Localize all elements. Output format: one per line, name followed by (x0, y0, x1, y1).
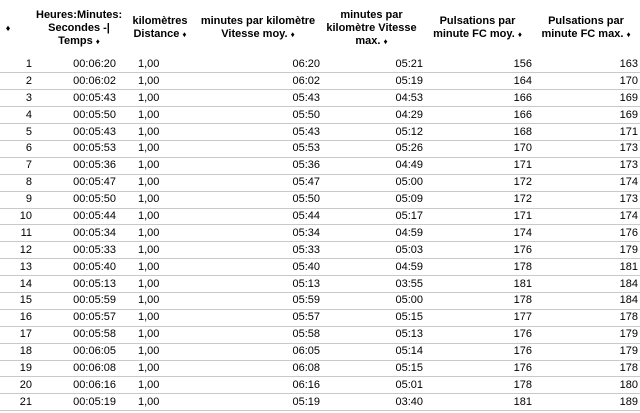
time-cell: 00:06:02 (34, 73, 124, 90)
header-row (0, 0, 640, 56)
lap-number-cell: 11 (16, 225, 34, 242)
row-sort-spacer (0, 107, 16, 124)
distance-cell: 1,00 (124, 225, 196, 242)
max-pace-cell: 05:00 (320, 292, 423, 309)
sort-diamond-icon: ♦ (383, 36, 388, 46)
time-cell: 00:05:50 (34, 191, 124, 208)
row-sort-spacer (0, 292, 16, 309)
time-cell: 00:05:50 (34, 107, 124, 124)
max-hr-cell: 178 (532, 360, 640, 377)
avg-pace-cell: 06:16 (196, 377, 320, 394)
table-row (0, 309, 640, 326)
table-row (0, 208, 640, 225)
time-cell: 00:05:58 (34, 326, 124, 343)
time-cell: 00:05:44 (34, 208, 124, 225)
row-sort-spacer (0, 73, 16, 90)
max-hr-cell: 169 (532, 107, 640, 124)
table-row (0, 56, 640, 73)
avg-pace-cell: 05:40 (196, 259, 320, 276)
avg-hr-cell: 178 (423, 292, 532, 309)
avg-hr-cell: 164 (423, 73, 532, 90)
max-pace-cell: 05:26 (320, 140, 423, 157)
time-cell: 00:05:53 (34, 140, 124, 157)
avg-pace-cell: 05:50 (196, 107, 320, 124)
max-pace-cell: 05:00 (320, 174, 423, 191)
lap-number-cell: 14 (16, 276, 34, 293)
lap-number-cell: 21 (16, 394, 34, 411)
distance-cell: 1,00 (124, 208, 196, 225)
time-cell: 00:06:16 (34, 377, 124, 394)
row-sort-spacer (0, 191, 16, 208)
max-hr-cell: 173 (532, 157, 640, 174)
avg-pace-cell: 05:50 (196, 191, 320, 208)
time-cell: 00:05:34 (34, 225, 124, 242)
column-header-avg-pace[interactable] (196, 0, 320, 56)
lap-number-cell: 12 (16, 242, 34, 259)
avg-hr-cell: 171 (423, 208, 532, 225)
table-row (0, 276, 640, 293)
distance-cell: 1,00 (124, 90, 196, 107)
max-hr-cell: 163 (532, 56, 640, 73)
avg-hr-cell: 176 (423, 242, 532, 259)
avg-pace-cell: 05:33 (196, 242, 320, 259)
table-row (0, 292, 640, 309)
lap-number-cell: 20 (16, 377, 34, 394)
avg-hr-cell: 174 (423, 225, 532, 242)
table-row (0, 242, 640, 259)
distance-cell: 1,00 (124, 343, 196, 360)
sort-diamond-icon: ♦ (5, 22, 11, 33)
avg-hr-cell: 176 (423, 343, 532, 360)
row-sort-spacer (0, 225, 16, 242)
time-cell: 00:05:47 (34, 174, 124, 191)
avg-hr-cell: 168 (423, 124, 532, 141)
max-hr-cell: 174 (532, 174, 640, 191)
column-header-spacer (16, 0, 34, 56)
max-hr-cell: 179 (532, 326, 640, 343)
time-cell: 00:05:19 (34, 394, 124, 411)
lap-number-cell: 19 (16, 360, 34, 377)
time-cell: 00:05:33 (34, 242, 124, 259)
row-sort-spacer (0, 377, 16, 394)
sort-diamond-icon: ♦ (626, 30, 631, 39)
table-row (0, 377, 640, 394)
time-cell: 00:05:57 (34, 309, 124, 326)
table-row (0, 157, 640, 174)
avg-pace-cell: 05:44 (196, 208, 320, 225)
max-pace-cell: 03:55 (320, 276, 423, 293)
max-pace-cell: 05:03 (320, 242, 423, 259)
lap-number-cell: 9 (16, 191, 34, 208)
table-row (0, 360, 640, 377)
table-row (0, 140, 640, 157)
avg-hr-cell: 181 (423, 394, 532, 411)
distance-cell: 1,00 (124, 242, 196, 259)
max-hr-cell: 179 (532, 242, 640, 259)
distance-cell: 1,00 (124, 73, 196, 90)
max-hr-cell: 173 (532, 140, 640, 157)
column-header-max-pace[interactable] (320, 0, 423, 56)
max-hr-cell: 189 (532, 394, 640, 411)
max-pace-cell: 04:29 (320, 107, 423, 124)
distance-cell: 1,00 (124, 259, 196, 276)
lap-number-cell: 5 (16, 124, 34, 141)
max-hr-cell: 181 (532, 259, 640, 276)
distance-cell: 1,00 (124, 292, 196, 309)
avg-hr-cell: 176 (423, 360, 532, 377)
table-row (0, 343, 640, 360)
distance-cell: 1,00 (124, 140, 196, 157)
column-header-max-pace-label: minutes par kilomètre Vitesse max. (326, 8, 417, 47)
max-hr-cell: 171 (532, 124, 640, 141)
lap-number-cell: 13 (16, 259, 34, 276)
avg-hr-cell: 166 (423, 107, 532, 124)
max-hr-cell: 180 (532, 377, 640, 394)
table-row (0, 225, 640, 242)
time-cell: 00:06:08 (34, 360, 124, 377)
max-pace-cell: 04:53 (320, 90, 423, 107)
avg-pace-cell: 05:36 (196, 157, 320, 174)
lap-number-cell: 10 (16, 208, 34, 225)
distance-cell: 1,00 (124, 394, 196, 411)
column-header-avg-pace-label: minutes par kilomètre Vitesse moy. (200, 15, 316, 40)
max-pace-cell: 05:14 (320, 343, 423, 360)
time-cell: 00:05:36 (34, 157, 124, 174)
lap-number-cell: 18 (16, 343, 34, 360)
distance-cell: 1,00 (124, 326, 196, 343)
max-pace-cell: 04:49 (320, 157, 423, 174)
max-hr-cell: 184 (532, 292, 640, 309)
avg-pace-cell: 05:13 (196, 276, 320, 293)
max-hr-cell: 174 (532, 208, 640, 225)
avg-pace-cell: 05:19 (196, 394, 320, 411)
avg-hr-cell: 166 (423, 90, 532, 107)
table-row (0, 124, 640, 141)
avg-pace-cell: 05:47 (196, 174, 320, 191)
avg-hr-cell: 181 (423, 276, 532, 293)
lap-number-cell: 1 (16, 56, 34, 73)
time-cell: 00:05:40 (34, 259, 124, 276)
row-sort-spacer (0, 394, 16, 411)
column-header-distance[interactable] (124, 0, 196, 56)
sort-diamond-icon: ♦ (182, 30, 187, 39)
max-hr-cell: 170 (532, 73, 640, 90)
column-header-avg-hr-label: Pulsations par minute FC moy. (433, 15, 516, 40)
distance-cell: 1,00 (124, 157, 196, 174)
max-pace-cell: 05:15 (320, 309, 423, 326)
sort-diamond-icon: ♦ (517, 30, 522, 39)
max-hr-cell: 184 (532, 276, 640, 293)
max-pace-cell: 05:09 (320, 191, 423, 208)
distance-cell: 1,00 (124, 191, 196, 208)
time-cell: 00:05:43 (34, 124, 124, 141)
avg-hr-cell: 178 (423, 259, 532, 276)
column-header-lap[interactable] (0, 0, 16, 56)
column-header-distance-label: kilomètres Distance (132, 15, 188, 40)
row-sort-spacer (0, 242, 16, 259)
time-cell: 00:06:05 (34, 343, 124, 360)
table-row (0, 259, 640, 276)
avg-hr-cell: 178 (423, 377, 532, 394)
sort-diamond-icon: ♦ (95, 36, 100, 46)
table-row (0, 394, 640, 411)
row-sort-spacer (0, 124, 16, 141)
avg-pace-cell: 05:57 (196, 309, 320, 326)
time-cell: 00:05:43 (34, 90, 124, 107)
max-pace-cell: 05:13 (320, 326, 423, 343)
distance-cell: 1,00 (124, 309, 196, 326)
row-sort-spacer (0, 276, 16, 293)
column-header-time[interactable] (34, 0, 124, 56)
max-hr-cell: 179 (532, 343, 640, 360)
row-sort-spacer (0, 259, 16, 276)
max-pace-cell: 04:59 (320, 225, 423, 242)
max-pace-cell: 05:01 (320, 377, 423, 394)
avg-hr-cell: 172 (423, 174, 532, 191)
table-body (0, 56, 640, 411)
row-sort-spacer (0, 343, 16, 360)
avg-hr-cell: 170 (423, 140, 532, 157)
table-row (0, 90, 640, 107)
avg-hr-cell: 177 (423, 309, 532, 326)
distance-cell: 1,00 (124, 360, 196, 377)
max-hr-cell: 176 (532, 225, 640, 242)
max-hr-cell: 178 (532, 309, 640, 326)
avg-pace-cell: 06:08 (196, 360, 320, 377)
column-header-max-hr[interactable] (532, 0, 640, 56)
table-row (0, 191, 640, 208)
distance-cell: 1,00 (124, 124, 196, 141)
avg-pace-cell: 05:34 (196, 225, 320, 242)
lap-number-cell: 17 (16, 326, 34, 343)
avg-hr-cell: 171 (423, 157, 532, 174)
max-hr-cell: 169 (532, 90, 640, 107)
distance-cell: 1,00 (124, 174, 196, 191)
row-sort-spacer (0, 309, 16, 326)
table-header (0, 0, 640, 56)
row-sort-spacer (0, 157, 16, 174)
distance-cell: 1,00 (124, 377, 196, 394)
row-sort-spacer (0, 140, 16, 157)
lap-number-cell: 7 (16, 157, 34, 174)
lap-number-cell: 15 (16, 292, 34, 309)
column-header-time-label: Heures:Minutes: Secondes -| Temps (36, 8, 123, 47)
lap-number-cell: 4 (16, 107, 34, 124)
avg-pace-cell: 05:43 (196, 124, 320, 141)
column-header-avg-hr[interactable] (423, 0, 532, 56)
distance-cell: 1,00 (124, 276, 196, 293)
table-row (0, 174, 640, 191)
row-sort-spacer (0, 90, 16, 107)
max-hr-cell: 173 (532, 191, 640, 208)
lap-number-cell: 16 (16, 309, 34, 326)
row-sort-spacer (0, 208, 16, 225)
max-pace-cell: 05:17 (320, 208, 423, 225)
row-sort-spacer (0, 174, 16, 191)
max-pace-cell: 04:59 (320, 259, 423, 276)
lap-number-cell: 8 (16, 174, 34, 191)
distance-cell: 1,00 (124, 107, 196, 124)
time-cell: 00:06:20 (34, 56, 124, 73)
lap-number-cell: 6 (16, 140, 34, 157)
lap-number-cell: 2 (16, 73, 34, 90)
avg-pace-cell: 05:58 (196, 326, 320, 343)
row-sort-spacer (0, 326, 16, 343)
row-sort-spacer (0, 56, 16, 73)
sort-diamond-icon: ♦ (290, 30, 295, 39)
avg-hr-cell: 176 (423, 326, 532, 343)
table-row (0, 73, 640, 90)
avg-hr-cell: 172 (423, 191, 532, 208)
avg-pace-cell: 05:53 (196, 140, 320, 157)
column-header-max-hr-label: Pulsations par minute FC max. (541, 15, 624, 40)
time-cell: 00:05:13 (34, 276, 124, 293)
row-sort-spacer (0, 360, 16, 377)
max-pace-cell: 05:21 (320, 56, 423, 73)
avg-pace-cell: 05:59 (196, 292, 320, 309)
max-pace-cell: 05:19 (320, 73, 423, 90)
lap-number-cell: 3 (16, 90, 34, 107)
avg-hr-cell: 156 (423, 56, 532, 73)
avg-pace-cell: 06:02 (196, 73, 320, 90)
max-pace-cell: 03:40 (320, 394, 423, 411)
distance-cell: 1,00 (124, 56, 196, 73)
max-pace-cell: 05:15 (320, 360, 423, 377)
avg-pace-cell: 06:05 (196, 343, 320, 360)
table-row (0, 107, 640, 124)
avg-pace-cell: 05:43 (196, 90, 320, 107)
time-cell: 00:05:59 (34, 292, 124, 309)
max-pace-cell: 05:12 (320, 124, 423, 141)
avg-pace-cell: 06:20 (196, 56, 320, 73)
table-row (0, 326, 640, 343)
